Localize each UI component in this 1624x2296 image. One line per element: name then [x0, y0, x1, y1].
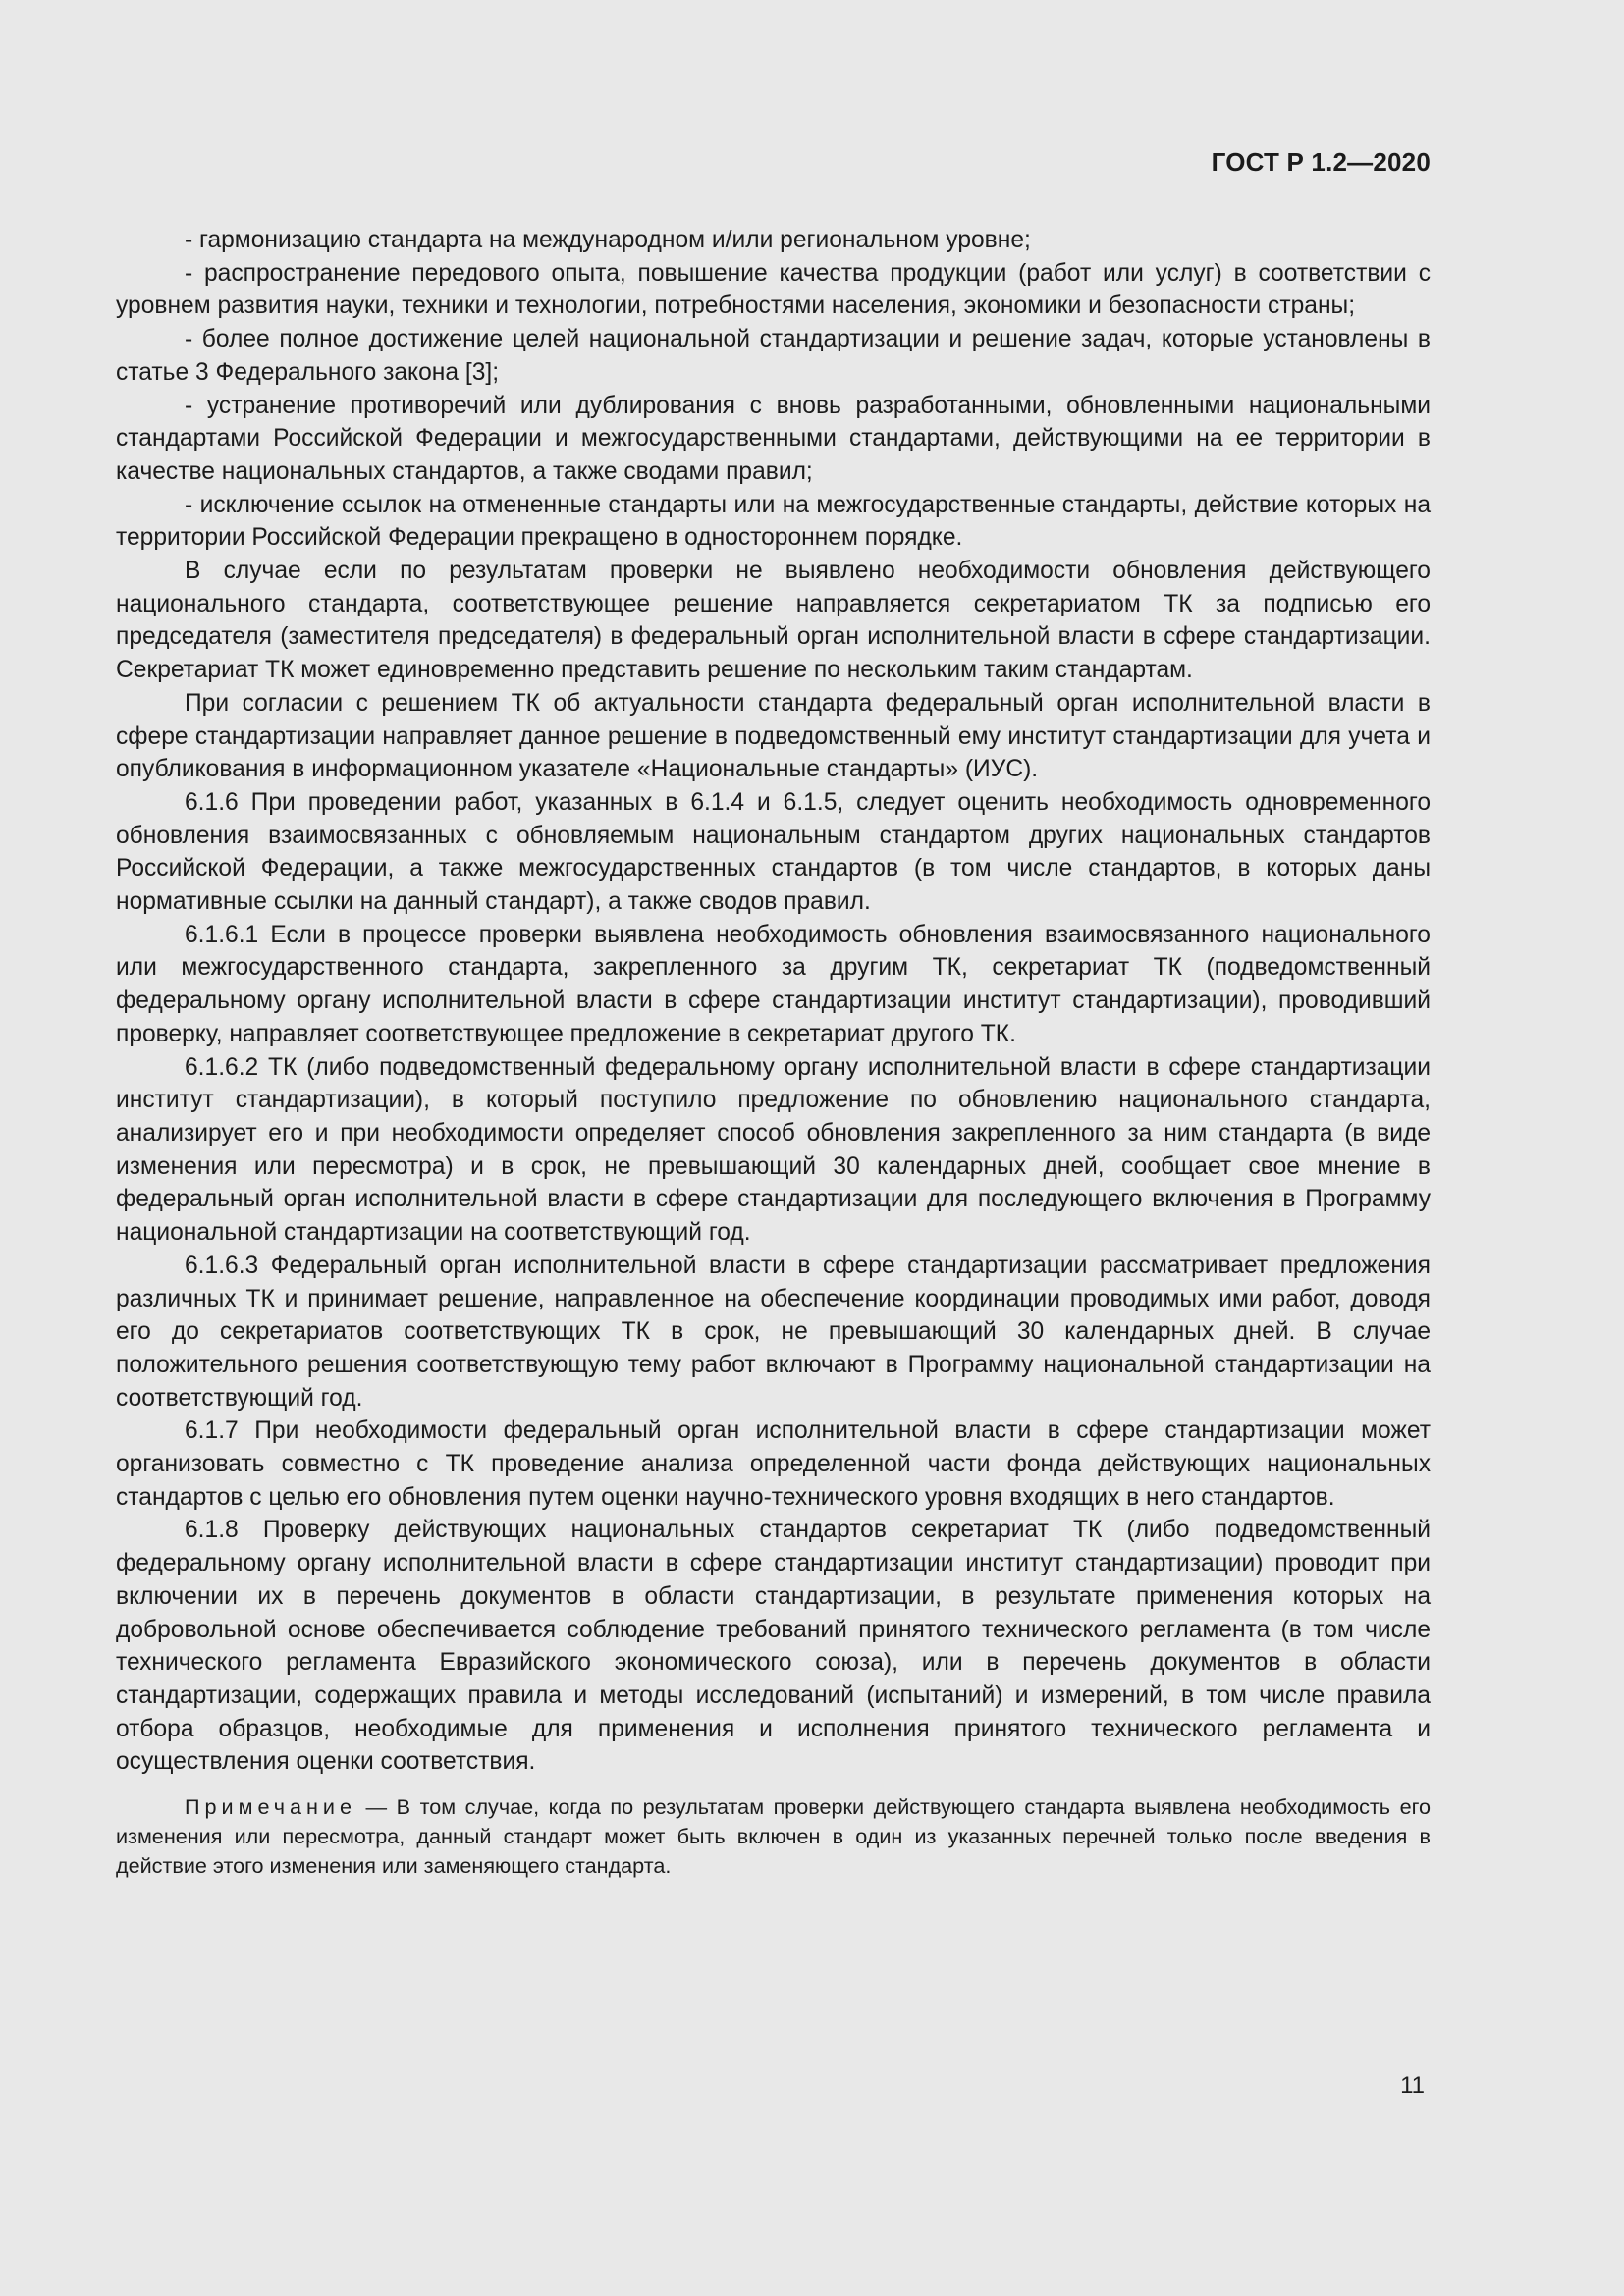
clause-6-1-7: 6.1.7 При необходимости федеральный орган исполнительной власти в сфере стандартизации может организовать совместно с ТК проведение анализа определенной части фонда действующих национальных стандартов с целью его обновления путем оценки научно-технического уровня входящих в него стандартов.	[116, 1417, 1431, 1511]
clause-6-1-6-1: 6.1.6.1 Если в процессе проверки выявлена необходимость обновления взаимосвязанного национального или межгосударственного стандарта, закрепленного за другим ТК, секретариат ТК (подведомственный федеральному органу исполнительной власти в сфере стандартизации институт стандартизации), проводивший проверку, направляет соответствующее предложение в секретариат другого ТК.	[116, 921, 1431, 1047]
note-text: — В том случае, когда по результатам проверки действующего стандарта выявлена необходимость его изменения или пересмотра, данный стандарт может быть включен в один из указанных перечней только после введения в действие этого изменения или заменяющего стандарта.	[116, 1794, 1431, 1879]
list-item-references: - исключение ссылок на отмененные стандарты или на межгосударственные стандарты, действие которых на территории Российской Федерации прекращено в одностороннем порядке.	[116, 491, 1431, 552]
page-number: 11	[1400, 2072, 1425, 2099]
note-label: Примечание	[185, 1794, 356, 1820]
paragraph-actuality-agreement: При согласии с решением ТК об актуальности стандарта федеральный орган исполнительной власти в сфере стандартизации направляет данное решение в подведомственный ему институт стандартизации для учета и опубликования в информационном указателе «Национальные стандарты» (ИУС).	[116, 689, 1431, 783]
list-item-best-practice: - распространение передового опыта, повышение качества продукции (работ или услуг) в соответствии с уровнем развития науки, техники и технологии, потребностями населения, экономики и безопасности страны;	[116, 259, 1431, 320]
list-item-harmonization: - гармонизацию стандарта на международном и/или региональном уровне;	[185, 227, 1031, 253]
clause-6-1-6: 6.1.6 При проведении работ, указанных в 6.1.4 и 6.1.5, следует оценить необходимость одновременного обновления взаимосвязанных с обновляемым национальным стандартом других национальных стандартов Российской Федерации, а также межгосударственных стандартов (в том числе стандартов, в которых даны нормативные ссылки на данный стандарт), а также сводов правил.	[116, 788, 1431, 916]
note	[116, 1792, 1431, 1881]
list-item-contradictions: - устранение противоречий или дублирования с вновь разработанными, обновленными национальными стандартами Российской Федерации и межгосударственными стандартами, действующими на ее территории в качестве национальных стандартов, а также сводами правил;	[116, 392, 1431, 485]
list-item-goals: - более полное достижение целей национальной стандартизации и решение задач, которые установлены в статье 3 Федерального закона [3];	[116, 326, 1431, 386]
clause-6-1-6-2: 6.1.6.2 ТК (либо подведомственный федеральному органу исполнительной власти в сфере стандартизации институт стандартизации), в который поступило предложение по обновлению национального стандарта, анализирует его и при необходимости определяет способ обновления закрепленного за ним стандарта (в виде изменения или пересмотра) и в срок, не превышающий 30 календарных дней, сообщает свое мнение в федеральный орган исполнительной власти в сфере стандартизации для последующего включения в Программу национальной стандартизации на соответствующий год.	[116, 1053, 1431, 1247]
document-body	[116, 224, 1431, 1881]
clause-6-1-6-3: 6.1.6.3 Федеральный орган исполнительной власти в сфере стандартизации рассматривает предложения различных ТК и принимает решение, направленное на обеспечение координации проводимых ими работ, доводя его до секретариатов соответствующих ТК в срок, не превышающий 30 календарных дней. В случае положительного решения соответствующую тему работ включают в Программу национальной стандартизации на соответствующий год.	[116, 1252, 1431, 1412]
clause-6-1-8: 6.1.8 Проверку действующих национальных стандартов секретариат ТК (либо подведомственный федеральному органу исполнительной власти в сфере стандартизации институт стандартизации) проводит при включении их в перечень документов в области стандартизации, в результате применения которых на добровольной основе обеспечивается соблюдение требований принятого технического регламента (в том числе технического регламента Евразийского экономического союза), или в перечень документов в области стандартизации, содержащих правила и методы исследований (испытаний) и измерений, в том числе правила отбора образцов, необходимые для применения и исполнения принятого технического регламента и осуществления оценки соответствия.	[116, 1517, 1431, 1776]
document-header-id: ГОСТ Р 1.2—2020	[1211, 147, 1431, 177]
paragraph-no-update-needed: В случае если по результатам проверки не выявлено необходимости обновления действующего национального стандарта, соответствующее решение направляется секретариатом ТК за подписью его председателя (заместителя председателя) в федеральный орган исполнительной власти в сфере стандартизации. Секретариат ТК может единовременно представить решение по нескольким таким стандартам.	[116, 558, 1431, 684]
